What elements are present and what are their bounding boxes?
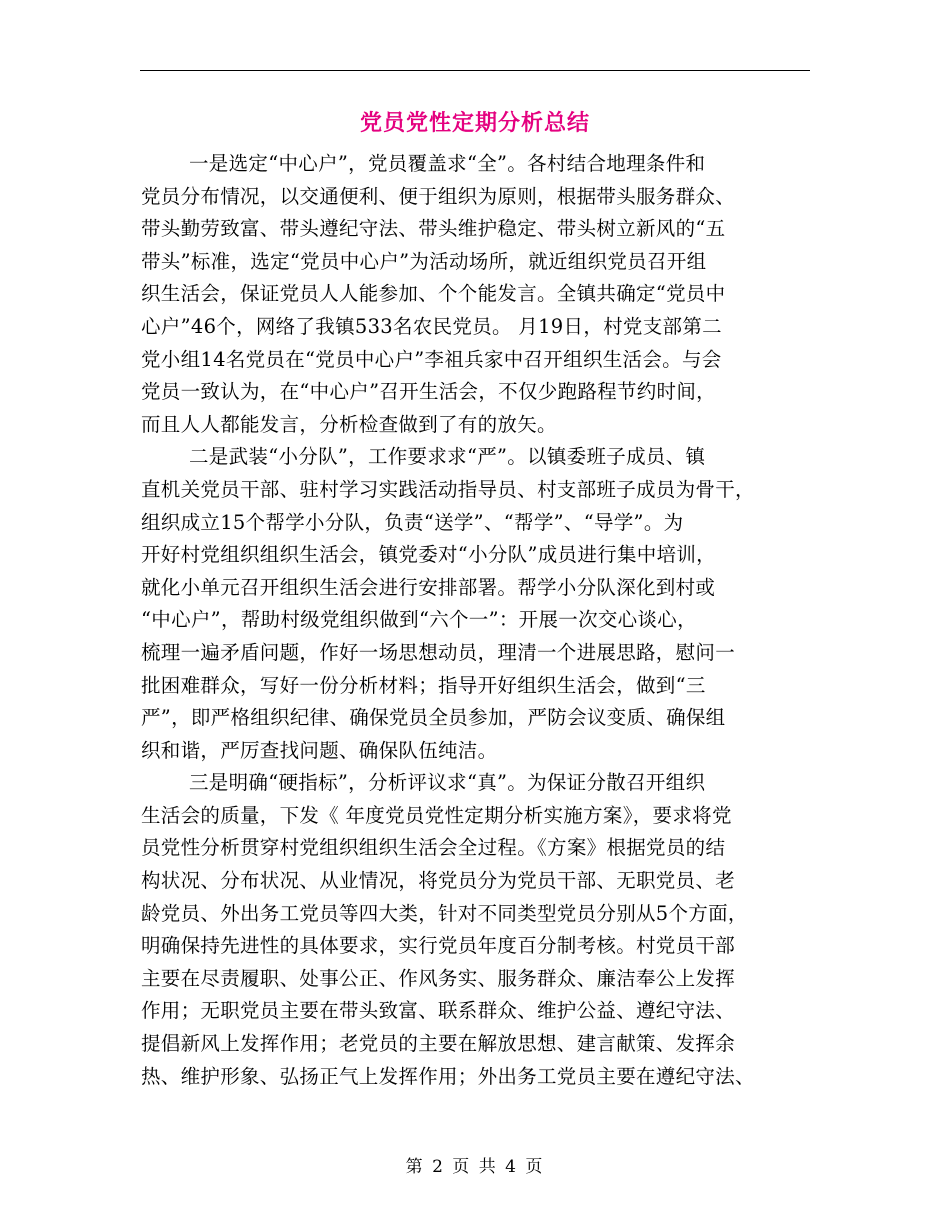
body-line: 直机关党员干部、驻村学习实践活动指导员、村支部班子成员为骨干， [141,477,755,501]
body-line: 员党性分析贯穿村党组织组织生活会全过程。《方案》根据党员的结 [141,836,726,860]
body-line: 组织成立15个帮学小分队，负责“送学”、“帮学”、“导学”。为 [141,510,684,534]
body-line: 就化小单元召开组织生活会进行安排部署。帮学小分队深化到村或 [141,575,716,599]
body-line: 带头勤劳致富、带头遵纪守法、带头维护稳定、带头树立新风的“五 [141,217,726,241]
body-line: 带头”标准，选定“党员中心户”为活动场所，就近组织党员召开组 [141,249,707,273]
body-line: 三是明确“硬指标”，分析评议求“真”。为保证分散召开组织 [189,771,706,795]
body-line: 严”，即严格组织纪律、确保党员全员参加，严防会议变质、确保组 [141,706,726,730]
header-rule [140,70,810,71]
body-line: 梳理一遍矛盾问题，作好一场思想动员，理清一个进展思路，慰问一 [141,640,736,664]
body-line: 构状况、分布状况、从业情况，将党员分为党员干部、无职党员、老 [141,869,736,893]
body-line: 批困难群众，写好一份分析材料；指导开好组织生活会，做到“三 [141,673,706,697]
document-title: 党员党性定期分析总结 [359,111,590,136]
body-line: 开好村党组织组织生活会，镇党委对“小分队”成员进行集中培训， [141,543,716,567]
body-line: 党员分布情况，以交通便利、便于组织为原则，根据带头服务群众、 [141,184,736,208]
body-line: 织生活会，保证党员人人能参加、个个能发言。全镇共确定“党员中 [141,282,726,306]
body-line: 二是武装“小分队”，工作要求求“严”。以镇委班子成员、镇 [189,445,706,469]
body-line: 心户”46个，网络了我镇533名农民党员。 月19日，村党支部第二 [141,314,722,338]
body-line: 党小组14名党员在“党员中心户”李祖兵家中召开组织生活会。与会 [141,347,722,371]
body-line: 一是选定“中心户”，党员覆盖求“全”。各村结合地理条件和 [189,152,706,175]
body-line: 提倡新风上发挥作用；老党员的主要在解放思想、建言献策、发挥余 [141,1032,736,1056]
body-line: “中心户”，帮助村级党组织做到“六个一”：开展一次交心谈心， [141,608,697,632]
body-line: 龄党员、外出务工党员等四大类，针对不同类型党员分别从5个方面， [141,901,748,925]
body-line: 热、维护形象、弘扬正气上发挥作用；外出务工党员主要在遵纪守法、 [141,1064,755,1088]
body-line: 主要在尽责履职、处事公正、作风务实、服务群众、廉洁奉公上发挥 [141,966,736,990]
body-line: 作用；无职党员主要在带头致富、联系群众、维护公益、遵纪守法、 [141,999,736,1023]
body-line: 织和谐，严厉查找问题、确保队伍纯洁。 [141,738,498,762]
body-line: 生活会的质量，下发《 年度党员党性定期分析实施方案》，要求将党 [141,803,732,827]
body-line: 明确保持先进性的具体要求，实行党员年度百分制考核。村党员干部 [141,934,736,958]
document-body [141,148,811,1093]
body-line: 党员一致认为，在“中心户”召开生活会，不仅少跑路程节约时间， [141,380,716,404]
body-line: 而且人人都能发言，分析检查做到了有的放矢。 [141,412,557,436]
page-footer: 第 2 页 共 4 页 [405,1157,545,1177]
